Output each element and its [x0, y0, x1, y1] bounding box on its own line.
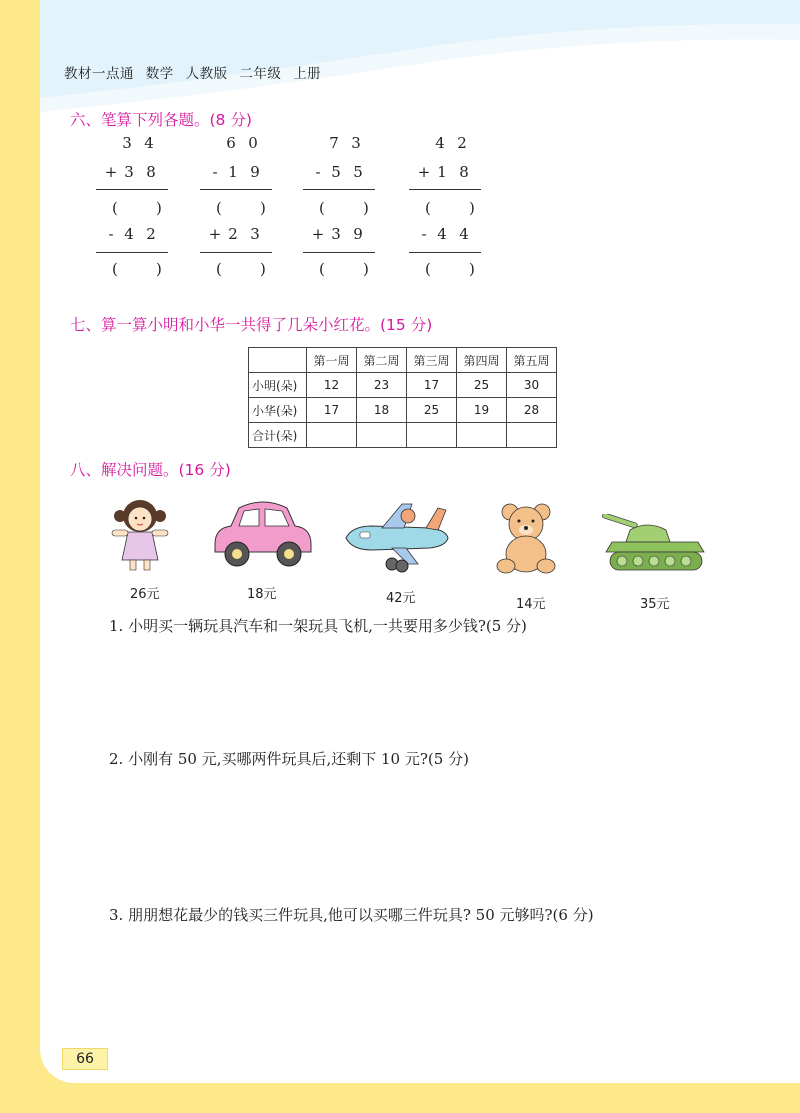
teddy-bear-price: 14元	[516, 597, 546, 612]
answer-blank[interactable]: ( )	[216, 260, 266, 278]
total-answer-cell[interactable]	[307, 423, 357, 448]
table-cell: 30	[507, 373, 557, 398]
table-cell: 28	[507, 398, 557, 423]
digit: 8	[459, 163, 469, 181]
total-answer-cell[interactable]	[507, 423, 557, 448]
row-label: 小华(朵)	[249, 398, 307, 423]
underline	[96, 189, 168, 190]
operator: +	[311, 225, 325, 243]
table-cell: 12	[307, 373, 357, 398]
total-answer-cell[interactable]	[357, 423, 407, 448]
score-table	[248, 347, 557, 448]
table-header-row	[249, 348, 557, 373]
total-answer-cell[interactable]	[407, 423, 457, 448]
digit: 9	[353, 225, 363, 243]
table-cell: 18	[357, 398, 407, 423]
table-cell: 25	[407, 398, 457, 423]
page-number: 66	[62, 1048, 108, 1070]
digit: 4	[144, 134, 154, 152]
underline	[409, 189, 481, 190]
teddy-bear-image	[492, 500, 562, 576]
table-row	[249, 398, 557, 423]
digit: 2	[146, 225, 156, 243]
doll-price: 26元	[130, 587, 160, 602]
digit: 0	[248, 134, 258, 152]
doll-image	[100, 494, 180, 574]
underline	[303, 252, 375, 253]
operator: +	[104, 163, 118, 181]
operator: +	[208, 225, 222, 243]
column-header: 第五周	[507, 348, 557, 373]
table-cell: 19	[457, 398, 507, 423]
answer-blank[interactable]: ( )	[425, 199, 475, 217]
running-header	[64, 62, 328, 82]
table-row	[249, 373, 557, 398]
operator: -	[421, 225, 427, 243]
total-answer-cell[interactable]	[457, 423, 507, 448]
digit: 8	[146, 163, 156, 181]
digit: 2	[228, 225, 238, 243]
answer-blank[interactable]: ( )	[112, 260, 162, 278]
table-row-total	[249, 423, 557, 448]
question-2: 2. 小刚有 50 元,买哪两件玩具后,还剩下 10 元?(5 分)	[109, 750, 469, 768]
edition: 人教版	[185, 66, 228, 82]
table-cell: 23	[357, 373, 407, 398]
digit: 3	[122, 134, 132, 152]
digit: 4	[435, 134, 445, 152]
section-6-title: 六、笔算下列各题。(8 分)	[70, 111, 252, 129]
term: 上册	[293, 66, 322, 82]
digit: 7	[329, 134, 339, 152]
underline	[96, 252, 168, 253]
section-7-title: 七、算一算小明和小华一共得了几朵小红花。(15 分)	[70, 316, 433, 334]
answer-blank[interactable]: ( )	[425, 260, 475, 278]
underline	[200, 252, 272, 253]
digit: 3	[331, 225, 341, 243]
digit: 5	[353, 163, 363, 181]
row-label: 小明(朵)	[249, 373, 307, 398]
car-image	[209, 498, 317, 570]
question-3: 3. 朋朋想花最少的钱买三件玩具,他可以买哪三件玩具? 50 元够吗?(6 分)	[109, 906, 594, 924]
question-1: 1. 小明买一辆玩具汽车和一架玩具飞机,一共要用多少钱?(5 分)	[109, 617, 527, 635]
table-cell: 17	[407, 373, 457, 398]
digit: 9	[250, 163, 260, 181]
airplane-image	[342, 498, 454, 576]
digit: 4	[459, 225, 469, 243]
operator: -	[108, 225, 114, 243]
table-corner-cell	[249, 348, 307, 373]
underline	[409, 252, 481, 253]
grade: 二年级	[239, 66, 282, 82]
answer-blank[interactable]: ( )	[319, 199, 369, 217]
underline	[200, 189, 272, 190]
digit: 6	[226, 134, 236, 152]
section-8-title: 八、解决问题。(16 分)	[70, 461, 231, 479]
operator: -	[315, 163, 321, 181]
digit: 3	[250, 225, 260, 243]
header-band	[0, 0, 800, 120]
operator: +	[417, 163, 431, 181]
airplane-price: 42元	[386, 591, 416, 606]
answer-blank[interactable]: ( )	[112, 199, 162, 217]
tank-price: 35元	[640, 597, 670, 612]
subject: 数学	[145, 66, 174, 82]
digit: 3	[124, 163, 134, 181]
car-price: 18元	[247, 587, 277, 602]
digit: 1	[437, 163, 447, 181]
digit: 4	[124, 225, 134, 243]
column-header: 第四周	[457, 348, 507, 373]
digit: 3	[351, 134, 361, 152]
table-cell: 17	[307, 398, 357, 423]
underline	[303, 189, 375, 190]
digit: 1	[228, 163, 238, 181]
operator: -	[212, 163, 218, 181]
row-label: 合计(朵)	[249, 423, 307, 448]
column-header: 第二周	[357, 348, 407, 373]
table-cell: 25	[457, 373, 507, 398]
digit: 4	[437, 225, 447, 243]
tank-image	[600, 514, 710, 576]
answer-blank[interactable]: ( )	[319, 260, 369, 278]
book-title: 教材一点通	[64, 66, 134, 82]
answer-blank[interactable]: ( )	[216, 199, 266, 217]
column-header: 第三周	[407, 348, 457, 373]
digit: 2	[457, 134, 467, 152]
digit: 5	[331, 163, 341, 181]
column-header: 第一周	[307, 348, 357, 373]
